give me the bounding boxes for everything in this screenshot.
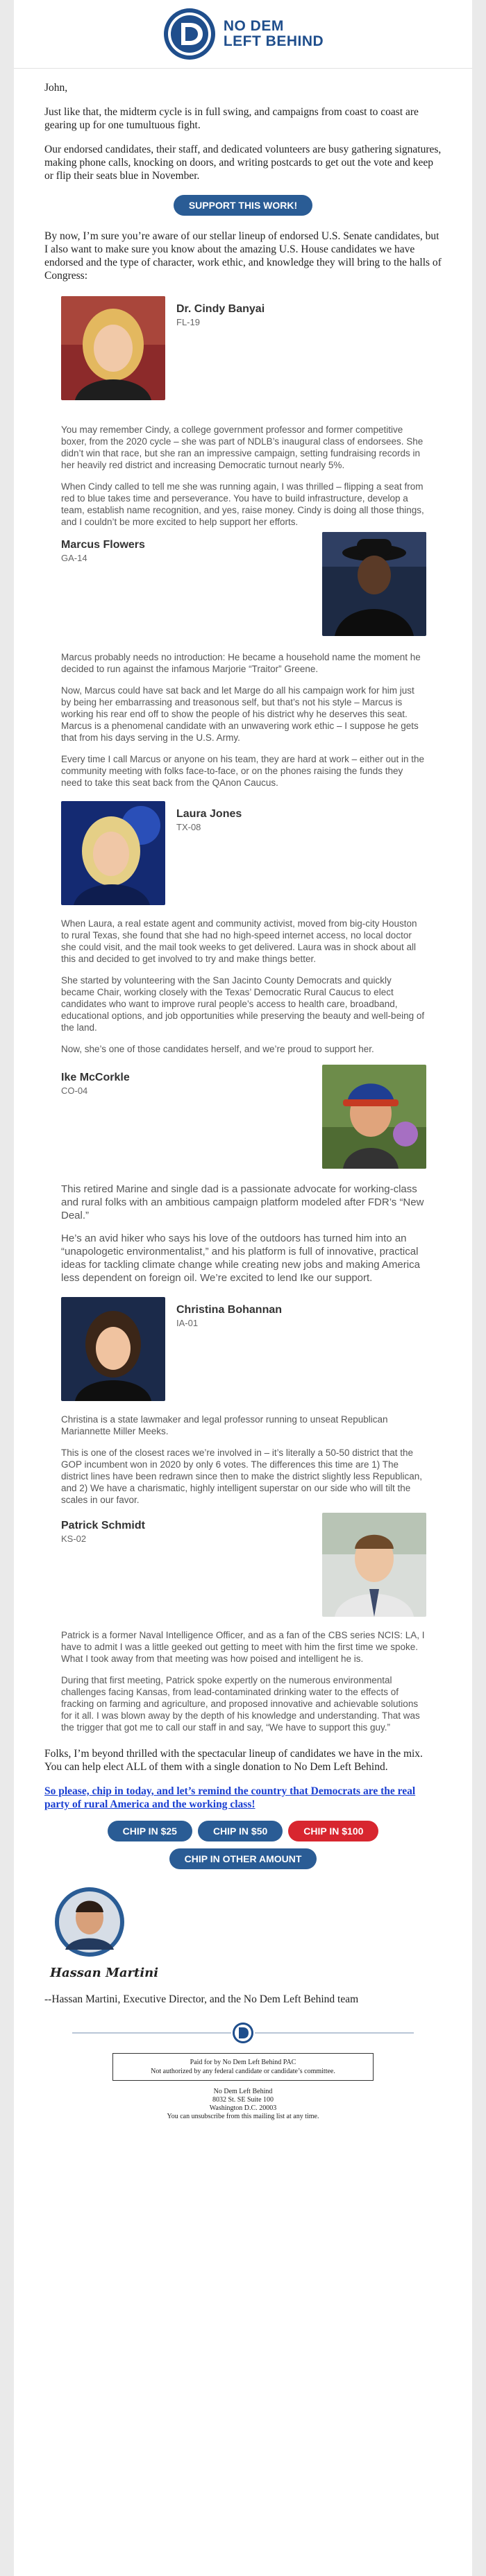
candidate-paragraph: When Laura, a real estate agent and community activist, moved from big-city Houston to rural Texas, she found that she had no high-speed internet access, no local doctor she could visit, and the mail took weeks to get delivered. Laura was in shock about all this and decided to get involved to try and make things better. <box>61 918 417 964</box>
email-page <box>14 0 472 2576</box>
candidate-paragraph: This is one of the closest races we’re involved in – it’s literally a 50-50 district that the GOP incumbent won in 2020 by only 6 votes. The differences this time are 1) The district lines have been redrawn since then to make the district slightly less Republican, and 2) We have a charismatic, highly intelligent superstar on our side who will tilt the scales in our favor. <box>61 1448 423 1505</box>
candidate-photo <box>61 801 165 905</box>
address-line: No Dem Left Behind <box>213 2088 273 2095</box>
not-authorized-text: Not authorized by any federal candidate or candidate’s committee. <box>151 2068 335 2075</box>
candidate-paragraph: During that first meeting, Patrick spoke expertly on the numerous environmental challenges facing Kansas, from lead-contaminated drinking water to the effects of fracking on farming and agriculture, and proposed innovative and achievable solutions for it all. I was blown away by the depth of his knowledge and understanding. That was the trigger that got me to call our staff in and say, “We have to support this guy.” <box>61 1675 420 1733</box>
candidate-name: Dr. Cindy Banyai <box>176 303 265 315</box>
chip-in-100-button[interactable]: CHIP IN $100 <box>288 1821 378 1841</box>
candidate-paragraph: She started by volunteering with the San Jacinto County Democrats and quickly became Chair, working closely with the Texas’ Democratic Rural Caucus to elect candidates who want to improve rural people’s access to health care, broadband, educational options, and job opportunities while preserving the beauty and well-being of the land. <box>61 975 425 1033</box>
candidate-name: Laura Jones <box>176 808 242 820</box>
candidate-paragraph: You may remember Cindy, a college government professor and former competitive boxer, from the 2020 cycle – she was part of NDLB’s inaugural class of endorsees. She didn’t win that race, but she ran an impressive campaign, setting fundraising records in her heavily red district and increasing Democratic turnout nearly 5%. <box>61 424 424 470</box>
signoff: --Hassan Martini, Executive Director, and the No Dem Left Behind team <box>44 1993 359 2005</box>
logo-emblem-icon <box>162 7 217 61</box>
candidate-paragraph: Now, Marcus could have sat back and let Marge do all his campaign work for him just by being her embarrassing and treasonous self, but that’s not his style – Marcus is working his rear end off to show the people of his district why he deserves this seat. Marcus is a phenomenal candidate with an unwavering work ethic – I suppose he gets that from his days serving in the U.S. Army. <box>61 685 419 743</box>
candidate-name: Christina Bohannan <box>176 1304 283 1316</box>
email-header <box>14 0 472 69</box>
candidate-paragraph: Patrick is a former Naval Intelligence Officer, and as a fan of the CBS series NCIS: LA, I have to admit I was a little geeked out getting to meet with him the first time we spoke. What I took away from that meeting was how poised and intelligent he is. <box>61 1630 425 1664</box>
paid-for-text: Paid for by No Dem Left Behind PAC <box>190 2059 296 2066</box>
candidate-name: Marcus Flowers <box>61 539 145 551</box>
candidate-header <box>61 801 426 905</box>
candidate-district: IA-01 <box>176 1318 199 1328</box>
candidate-photo <box>61 296 165 400</box>
candidate-district: KS-02 <box>61 1534 87 1544</box>
candidate-photo <box>61 1297 165 1401</box>
candidate-district: TX-08 <box>176 822 201 832</box>
candidate-paragraph: Marcus probably needs no introduction: He became a household name the moment he decided to run against the infamous Marjorie “Traitor” Greene. <box>61 652 421 674</box>
candidate-district: GA-14 <box>61 553 87 563</box>
address-line: 8032 St. SE Suite 100 <box>212 2096 274 2104</box>
candidate-list <box>61 296 426 1733</box>
logo-line-1: NO DEM <box>223 18 284 34</box>
candidate-paragraph: Christina is a state lawmaker and legal professor running to unseat Republican Mariannette Miller Meeks. <box>61 1414 388 1436</box>
logo[interactable] <box>162 7 324 61</box>
candidate-district: CO-04 <box>61 1085 88 1096</box>
address-line: Washington D.C. 20003 <box>209 2104 277 2112</box>
intro-paragraph-2: Our endorsed candidates, their staff, and dedicated volunteers are busy gathering signatures, making phone calls, knocking on doors, and writing postcards to get out the vote and keep or flip their seats blue in November. <box>44 144 442 182</box>
chip-in-other-button[interactable]: CHIP IN OTHER AMOUNT <box>169 1848 317 1869</box>
support-button[interactable]: SUPPORT THIS WORK! <box>174 195 312 216</box>
candidate-header <box>61 532 426 636</box>
candidate-photo <box>322 1065 426 1169</box>
candidate-name: Patrick Schmidt <box>61 1520 145 1531</box>
address-block <box>44 2088 442 2121</box>
candidate-paragraph: This retired Marine and single dad is a passionate advocate for working-class and rural folks with an ambitious campaign platform modeled after FDR’s “New Deal.” <box>61 1183 424 1221</box>
candidate-paragraph: He’s an avid hiker who says his love of the outdoors has turned him into an “unapologetic environmentalist,” and his platform is full of innovative, practical ideas for tackling climate change while creating new jobs and making America less dependent on foreign oil. We’re excited to lend Ike our support. <box>61 1233 420 1284</box>
candidate-header <box>61 1513 426 1617</box>
greeting: John, <box>44 82 68 94</box>
signer-avatar <box>44 1886 135 1969</box>
chip-in-50-button[interactable]: CHIP IN $50 <box>198 1821 283 1841</box>
candidate-header <box>61 296 426 400</box>
closing-paragraph: Folks, I’m beyond thrilled with the spectacular lineup of candidates we have in the mix. You can help elect ALL of them with a single donation to No Dem Left Behind. <box>44 1748 423 1773</box>
logo-line-2: LEFT BEHIND <box>223 33 324 49</box>
candidate-district: FL-19 <box>176 317 200 327</box>
chip-in-link[interactable]: So please, chip in today, and let’s remind the country that Democrats are the real party of rural America and the working class! <box>44 1785 416 1810</box>
candidate-paragraph: Now, she’s one of those candidates herself, and we’re proud to support her. <box>61 1044 374 1054</box>
unsubscribe-text[interactable]: You can unsubscribe from this mailing list at any time. <box>167 2113 319 2120</box>
candidate-photo <box>322 1513 426 1617</box>
disclaimer-box <box>112 2053 374 2081</box>
intro-paragraph-3: By now, I’m sure you’re aware of our stellar lineup of endorsed U.S. Senate candidates, but I also want to make sure you know about the amazing U.S. House candidates we have endorsed and the type of character, work ethic, and knowledge they will bring to the halls of Congress: <box>44 230 442 282</box>
candidate-header <box>61 1297 426 1401</box>
footer-logo-icon <box>231 2021 255 2045</box>
chip-in-25-button[interactable]: CHIP IN $25 <box>108 1821 192 1841</box>
chip-in-buttons <box>44 1821 442 1841</box>
candidate-header <box>61 1065 426 1169</box>
signature: Hassan Martini <box>50 1966 159 1980</box>
candidate-photo <box>322 532 426 636</box>
candidate-paragraph: When Cindy called to tell me she was running again, I was thrilled – flipping a seat from red to blue takes time and perseverance. You have to build infrastructure, develop a team, establish name recognition, and yes, raise money. Cindy is doing all those things, and I couldn’t be more excited to help support her efforts. <box>61 481 424 527</box>
intro-paragraph-1: Just like that, the midterm cycle is in full swing, and campaigns from coast to coast are gearing up for one tumultuous fight. <box>44 106 419 131</box>
candidate-name: Ike McCorkle <box>61 1072 130 1083</box>
candidate-paragraph: Every time I call Marcus or anyone on his team, they are hard at work – either out in the community meeting with folks face-to-face, or on the phones raising the funds they need to take this seat back from the QAnon Caucus. <box>61 754 424 788</box>
email-footer <box>14 2021 472 2121</box>
signature-block <box>44 1886 442 1980</box>
